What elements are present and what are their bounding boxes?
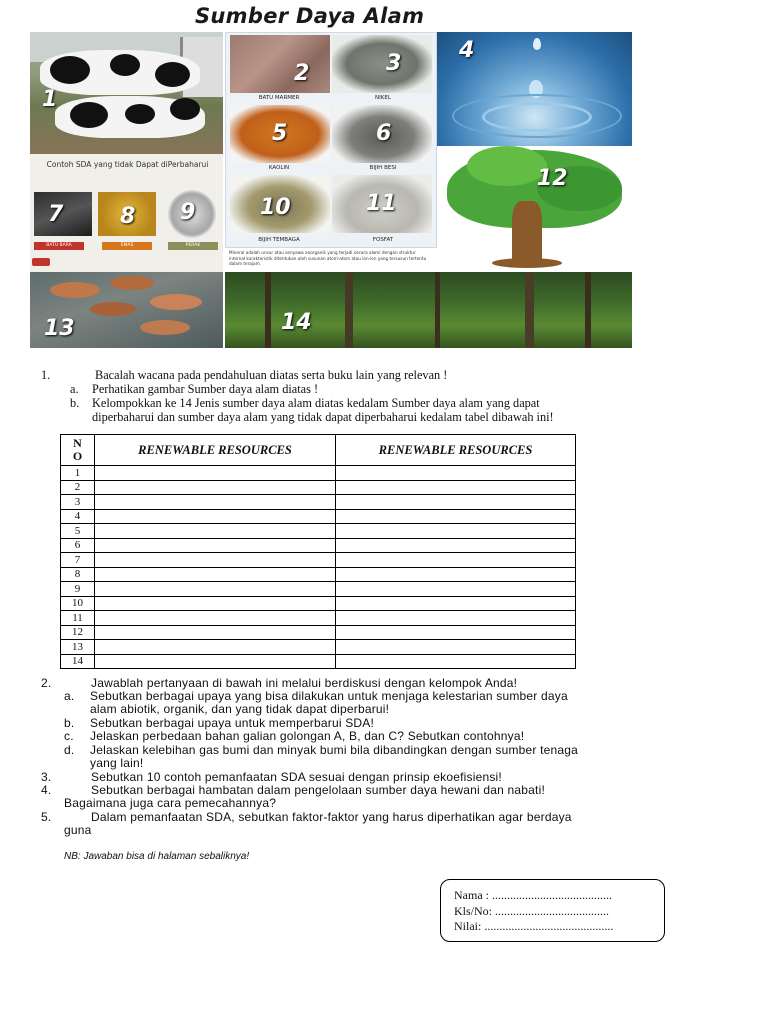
number-label: 1	[42, 87, 58, 112]
sda-heading: Contoh SDA yang tidak Dapat diPerbaharui	[46, 160, 209, 169]
answer-cell[interactable]	[336, 480, 576, 495]
number-label: 14	[281, 310, 312, 335]
answer-cell[interactable]	[95, 466, 336, 481]
answer-cell[interactable]	[95, 524, 336, 539]
answer-cell[interactable]	[95, 509, 336, 524]
answer-cell[interactable]	[95, 625, 336, 640]
note-text: NB: Jawaban bisa di halaman sebaliknya!	[64, 851, 250, 862]
answer-cell[interactable]	[95, 582, 336, 597]
q1-number: 1.	[41, 368, 51, 382]
q2a-line1: Sebutkan berbagai upaya yang bisa dilakukan untuk menjaga kelestarian sumber daya	[90, 689, 568, 703]
answer-cell[interactable]	[336, 524, 576, 539]
nickel-image	[332, 35, 432, 93]
cow-image	[30, 32, 223, 154]
q2b-label: b.	[64, 716, 75, 730]
number-label: 12	[537, 166, 568, 191]
answer-cell[interactable]	[336, 538, 576, 553]
mineral-caption: BATU MARMER	[258, 95, 300, 101]
score-field[interactable]: Nilai: ...........................................	[454, 919, 614, 933]
table-row: 5	[61, 524, 576, 539]
q2c-text: Jelaskan perbedaan bahan galian golongan A, B, dan C? Sebutkan contohnya!	[90, 729, 525, 743]
number-label: 9	[180, 200, 196, 225]
name-field[interactable]: Nama : ........................................	[454, 888, 612, 902]
answer-cell[interactable]	[336, 567, 576, 582]
table-row: 4	[61, 509, 576, 524]
water-drop-image	[437, 32, 632, 146]
answer-cell[interactable]	[336, 495, 576, 510]
number-label: 11	[366, 191, 397, 216]
table-header-row	[61, 435, 576, 466]
number-label: 10	[260, 195, 291, 220]
answer-cell[interactable]	[95, 480, 336, 495]
q3-text: Sebutkan 10 contoh pemanfaatan SDA sesuai dengan prinsip ekoefisiensi!	[91, 770, 502, 784]
number-label: 4	[459, 38, 475, 63]
q5-number: 5.	[41, 810, 52, 824]
q4-line2: Bagaimana juga cara pemecahannya?	[64, 796, 277, 810]
table-row: 8	[61, 567, 576, 582]
table-row: 1	[61, 466, 576, 481]
table-row: 6	[61, 538, 576, 553]
answer-cell[interactable]	[336, 654, 576, 669]
mineral-note-box	[225, 248, 437, 272]
q4-number: 4.	[41, 783, 52, 797]
table-row: 2	[61, 480, 576, 495]
q5-line1: Dalam pemanfaatan SDA, sebutkan faktor-faktor yang harus diperhatikan agar berdaya	[91, 810, 572, 824]
q1-text: Bacalah wacana pada pendahuluan diatas serta buku lain yang relevan !	[95, 368, 448, 382]
minerals-panel	[225, 32, 437, 248]
answer-cell[interactable]	[336, 582, 576, 597]
q2a-label: a.	[64, 689, 75, 703]
answer-cell[interactable]	[95, 567, 336, 582]
answer-cell[interactable]	[95, 611, 336, 626]
q1b-line1: Kelompokkan ke 14 Jenis sumber daya alam diatas kedalam Sumber daya alam yang dapat	[92, 396, 540, 410]
answer-cell[interactable]	[336, 640, 576, 655]
gold-button[interactable]: EMAS	[102, 242, 152, 250]
table-row: 9	[61, 582, 576, 597]
q3-number: 3.	[41, 770, 52, 784]
no-header: N O	[61, 435, 95, 466]
table-row: 11	[61, 611, 576, 626]
sda-image-collage	[30, 32, 632, 348]
table-row: 13	[61, 640, 576, 655]
table-row: 3	[61, 495, 576, 510]
marble-image	[230, 35, 330, 93]
resource-table	[60, 434, 576, 669]
answer-cell[interactable]	[95, 553, 336, 568]
number-label: 6	[376, 121, 392, 146]
q2-text: Jawablah pertanyaan di bawah ini melalui berdiskusi dengan kelompok Anda!	[91, 676, 518, 690]
q2-number: 2.	[41, 676, 52, 690]
q1b-line2: diperbaharui dan sumber daya alam yang tidak dapat diperbaharui kedalam tabel dibawah ini!	[92, 410, 554, 424]
answer-cell[interactable]	[95, 640, 336, 655]
coal-button[interactable]: BATU BARA	[34, 242, 84, 250]
answer-cell[interactable]	[336, 611, 576, 626]
non-renewable-panel	[30, 154, 223, 272]
col1-header: RENEWABLE RESOURCES	[95, 435, 336, 466]
answer-cell[interactable]	[95, 495, 336, 510]
forest-image	[225, 272, 632, 348]
number-label: 13	[44, 316, 75, 341]
class-number-field[interactable]: Kls/No: ......................................	[454, 903, 610, 918]
number-label: 2	[294, 61, 310, 86]
page-title: Sumber Daya Alam	[195, 4, 425, 28]
q2d-line2: yang lain!	[90, 756, 144, 770]
answer-cell[interactable]	[95, 538, 336, 553]
q1a-label: a.	[70, 382, 79, 396]
answer-cell[interactable]	[336, 466, 576, 481]
number-label: 3	[386, 51, 402, 76]
table-row: 7	[61, 553, 576, 568]
q4-line1: Sebutkan berbagai hambatan dalam pengelolaan sumber daya hewani dan nabati!	[91, 783, 545, 797]
q2c-label: c.	[64, 729, 74, 743]
answer-cell[interactable]	[336, 553, 576, 568]
col2-header: RENEWABLE RESOURCES	[336, 435, 576, 466]
mineral-caption: FOSFAT	[372, 237, 394, 243]
student-info-box	[440, 879, 665, 942]
answer-cell[interactable]	[95, 654, 336, 669]
q5-line2: guna	[64, 823, 92, 837]
table-row: 10	[61, 596, 576, 611]
number-label: 7	[48, 202, 64, 227]
answer-cell[interactable]	[336, 625, 576, 640]
q2d-label: d.	[64, 743, 75, 757]
number-label: 5	[272, 121, 288, 146]
tree-image	[437, 146, 632, 272]
back-arrow-icon[interactable]	[32, 258, 50, 266]
mineral-caption: KAOLIN	[268, 165, 290, 171]
q1b-label: b.	[70, 396, 80, 410]
silver-button[interactable]: PERAK	[168, 242, 218, 250]
answer-cell[interactable]	[336, 596, 576, 611]
fish-image	[30, 272, 223, 348]
answer-cell[interactable]	[95, 596, 336, 611]
table-row: 12	[61, 625, 576, 640]
q2d-line1: Jelaskan kelebihan gas bumi dan minyak bumi bila dibandingkan dengan sumber tenaga	[90, 743, 579, 757]
mineral-note: Mineral adalah unsur atau senyawa anorganik yang terjadi secara alami dengan struktur internal karakteristik ditentukan oleh susunan atom-atom atau ion-ion yang tersusun tertentu dalam terajam.	[229, 250, 427, 266]
q2b-text: Sebutkan berbagai upaya untuk memperbarui SDA!	[90, 716, 375, 730]
number-label: 8	[120, 204, 136, 229]
table-row: 14	[61, 654, 576, 669]
q1a-text: Perhatikan gambar Sumber daya alam diatas !	[92, 382, 319, 396]
q2a-line2: alam abiotik, organik, dan yang tidak dapat diperbarui!	[90, 702, 390, 716]
mineral-caption: BIJIH TEMBAGA	[258, 237, 300, 243]
mineral-caption: NIKEL	[375, 95, 391, 101]
mineral-caption: BIJIH BESI	[369, 165, 397, 171]
answer-cell[interactable]	[336, 509, 576, 524]
